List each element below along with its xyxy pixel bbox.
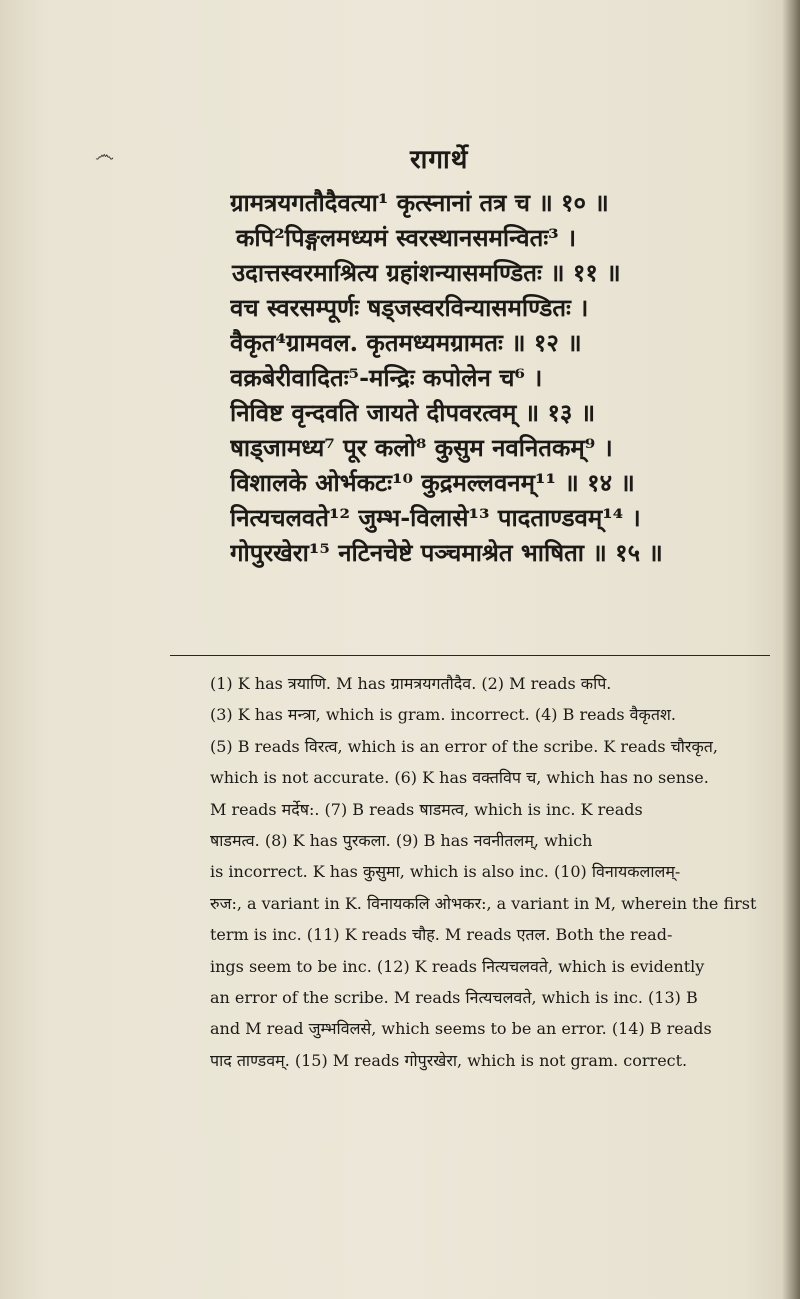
verse-line: वक्रबेरीवादितः⁵-मन्द्रिः कपोलेन च⁶ ।	[230, 363, 543, 392]
footnote-line: रुज:, a variant in K. विनायकलि ओभकर:, a variant in M, wherein the first	[210, 893, 757, 913]
verse-line: विशालके ओर्भकटः¹⁰ कुद्रमल्लवनम्¹¹ ॥ १४ ॥	[230, 468, 635, 497]
footnote-line: पाद ताण्डवम्. (15) M reads गोपुरखेरा, which is not gram. correct.	[210, 1050, 688, 1070]
footnote-line: M reads मर्देष:. (7) B reads षाडमत्व, which is inc. K reads	[210, 799, 643, 819]
page-ornament: ෴	[95, 142, 114, 166]
running-head: रागार्थे	[410, 145, 469, 175]
verse-line: वैकृत⁴ग्रामवल. कृतमध्यमग्रामतः ॥ १२ ॥	[230, 328, 582, 357]
verse-line: कपि²पिङ्गलमध्यमं स्वरस्थानसमन्वितः³ ।	[236, 223, 577, 252]
footnote-line: which is not accurate. (6) K has वक्तविप च, which has no sense.	[210, 768, 709, 788]
footnote-line: an error of the scribe. M reads नित्यचलवते, which is inc. (13) B	[210, 987, 698, 1007]
footnote-block	[210, 668, 770, 1076]
footnote-line: (3) K has मन्त्रा, which is gram. incorrect. (4) B reads वैकृतश.	[210, 705, 676, 725]
footnote-line: षाडमत्व. (8) K has पुरकला. (9) B has नवनीतलम्, which	[210, 830, 593, 850]
verse-line: उदात्तस्वरमाश्रित्य ग्रहांशन्यासमण्डितः ॥ ११ ॥	[232, 258, 621, 287]
verse-line: निविष्ट वृन्दवति जायते दीपवरत्वम् ॥ १३ ॥	[230, 398, 596, 427]
verse-line: षाड्जामध्य⁷ पूर कलो⁸ कुसुम नवनितकम्⁹ ।	[230, 433, 613, 462]
verse-block	[230, 185, 770, 570]
book-spine-shadow	[782, 0, 800, 1299]
footnote-line: (1) K has त्रयाणि. M has ग्रामत्रयगतौदैव. (2) M reads कपि.	[210, 674, 612, 693]
verse-line: नित्यचलवते¹² जुम्भ-विलासे¹³ पादताण्डवम्¹⁴ ।	[230, 503, 641, 532]
footnote-divider	[170, 655, 770, 656]
footnote-line: and M read जुम्भविलसे, which seems to be an error. (14) B reads	[210, 1019, 712, 1039]
footnote-line: is incorrect. K has कुसुमा, which is also inc. (10) विनायकलालम्-	[210, 862, 681, 882]
footnote-line: (5) B reads विरत्व, which is an error of the scribe. K reads चौरकृत,	[210, 736, 718, 756]
footnote-line: term is inc. (11) K reads चौह. M reads एतल. Both the read-	[210, 925, 673, 945]
footnote-line: ings seem to be inc. (12) K reads नित्यचलवते, which is evidently	[210, 956, 705, 976]
verse-line: ग्रामत्रयगतौदैवत्या¹ कृत्स्नानां तत्र च ॥ १० ॥	[230, 188, 609, 217]
verse-line: गोपुरखेरा¹⁵ नटिनचेष्टे पञ्चमाश्रेत भाषिता ॥ १५ ॥	[230, 538, 663, 567]
verse-line: वच स्वरसम्पूर्णः षड्जस्वरविन्यासमण्डितः ।	[230, 293, 589, 322]
